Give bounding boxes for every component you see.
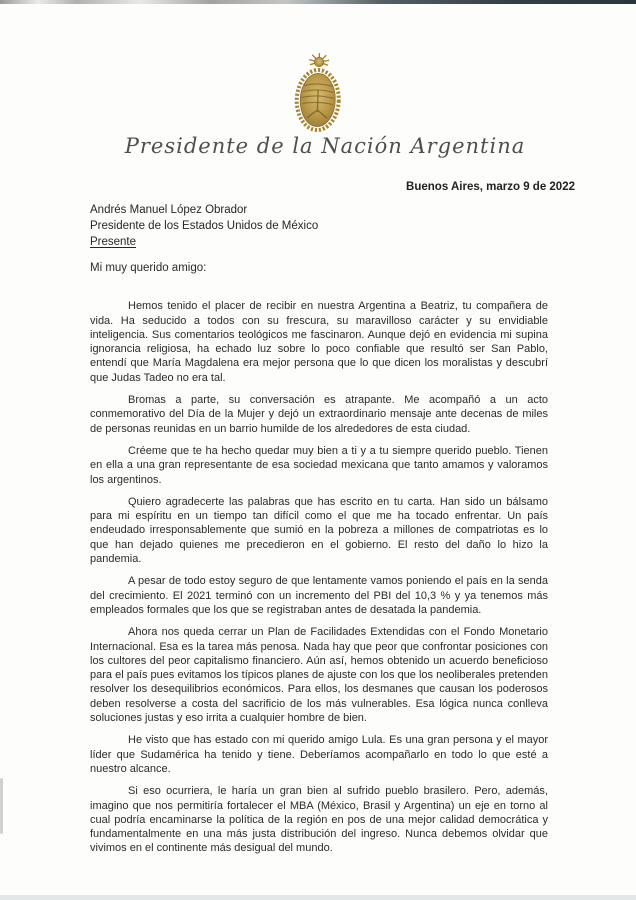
recipient-name: Andrés Manuel López Obrador [90, 204, 248, 216]
letter-paragraph: Bromas a parte, su conversación es atrapante. Me acompañó a un acto conmemorativo del Día de la Mujer y dejó un extraordinario mensaje ante decenas de miles de personas reunidas en un barrio humilde de los alrededores de esta ciudad. [90, 394, 548, 435]
letter-paragraph: Créeme que te ha hecho quedar muy bien a ti y a tu siempre querido pueblo. Tienen en ella a una gran representante de esa sociedad mexicana que tanto amamos y valoramos los argentinos. [90, 444, 548, 486]
argentina-coat-of-arms-seal-icon [291, 51, 346, 135]
letter-paragraph: Hemos tenido el placer de recibir en nuestra Argentina a Beatriz, tu compañera de vida. Ha seducido a todos con su frescura, su maravilloso carácter y su envidiable inteligencia. Sus comentarios teológicos me fascinaron. Aunque dejó en evidencia mi supina ignorancia religiosa, ha echado luz sobre lo poco confiable que resultó ser San Pablo, entendí que María Magdalena era mejor persona que lo que dicen los moralistas y descubrí que Judas Tadeo no era tal. [90, 300, 548, 384]
letter-paragraph: Quiero agradecerte las palabras que has escrito en tu carta. Han sido un bálsamo para mi espíritu en un tiempo tan difícil como el que me ha tocado enfrentar. Un país endeudado irresponsablemente que sumió en la pobreza a millones de compatriotas es lo que han dejado quienes me precedieron en el gobierno. El resto del daño lo hizo la pandemia. [90, 495, 548, 566]
letter-body [90, 261, 548, 856]
letter-paragraph: Ahora nos queda cerrar un Plan de Facilidades Extendidas con el Fondo Monetario Internacional. Esa es la tarea más penosa. Nada hay que peor que confrontar posiciones con los cultores del peor capitalismo financiero. Aún así, hemos obtenido un acuerdo beneficioso para el país pues evitamos los típicos planes de ajuste con los que los neoliberales pretenden resolver los desequilibrios económicos. Para ellos, los desmanes que causan los poderosos deben resolverse a costa del sacrificio de los más vulnerables. Esa lógica nunca conlleva soluciones justas y eso irrita a cualquier hombre de bien. [90, 626, 549, 725]
date-line: Buenos Aires, marzo 9 de 2022 [406, 181, 575, 193]
scan-artifact-left-smudge [0, 778, 3, 834]
letter-paragraph: A pesar de todo estoy seguro de que lentamente vamos poniendo el país en la senda del crecimiento. El 2021 terminó con un incremento del PBI del 10,3 % y ya tenemos más empleados formales que los que se registraban antes de desatada la pandemia. [90, 575, 548, 616]
paragraph-list [90, 299, 548, 855]
scan-artifact-top-edge [0, 0, 636, 4]
letterhead-title: Presidente de la Nación Argentina [124, 134, 526, 158]
recipient-title: Presidente de los Estados Unidos de México [90, 219, 319, 232]
recipient-presente: Presente [90, 235, 137, 248]
salutation: Mi muy querido amigo: [90, 262, 207, 274]
scan-artifact-bottom-edge [0, 895, 636, 900]
recipient-block [90, 203, 318, 250]
letter-paragraph: Si eso ocurriera, le haría un gran bien al sufrido pueblo brasilero. Pero, además, imagino que nos permitiría fortalecer el MBA (México, Brasil y Argentina) un eje en torno al cual podría encaminarse la política de la región en pos de una mejor calidad democrática y fundamentalmente en una más justa distribución del ingreso. Nunca debemos olvidar que vivimos en el continente más desigual del mundo. [90, 785, 548, 855]
letter-paragraph: He visto que has estado con mi querido amigo Lula. Es una gran persona y el mayor líder que Sudamérica ha tenido y tiene. Deberíamos acompañarlo en todo lo que esté a nuestro alcance. [90, 734, 548, 775]
